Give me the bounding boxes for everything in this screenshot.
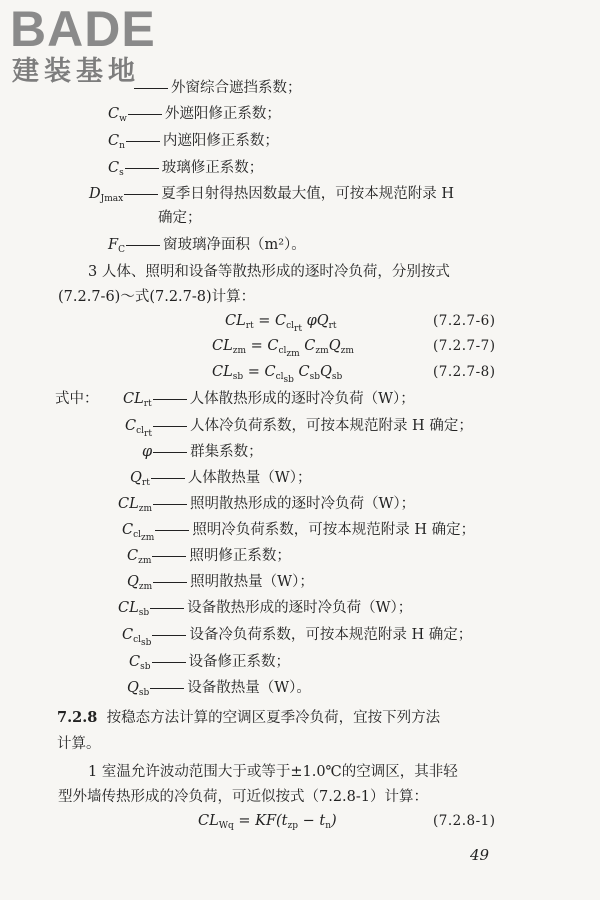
brand-logo-subtitle: 建装基地: [12, 56, 140, 87]
equation-number: (7.2.7-7): [433, 338, 496, 354]
equation-number: (7.2.7-8): [433, 364, 496, 380]
paragraph-3-line2: (7.2.7-6)～式(7.2.7-8)计算：: [58, 289, 256, 305]
brand-logo: BADE: [10, 1, 156, 57]
section-7-2-8-line2: 计算。: [57, 736, 101, 752]
definition-phi: φ 群集系数；: [142, 444, 263, 460]
definition-djmax-cont: 确定；: [158, 210, 202, 226]
where-label: 式中：: [55, 391, 99, 407]
definition-djmax: $D_{Jmax}$ 夏季日射得热因数最大值，可按本规范附录 H: [89, 186, 454, 204]
definition-cw: $C_w$ 外遮阳修正系数；: [108, 106, 281, 124]
definition-ccl-zm: $C_{cl_{zm}}$ 照明冷负荷系数，可按本规范附录 H 确定；: [122, 522, 476, 543]
definition-q-sb: $Q_{sb}$ 设备散热量（W）。: [127, 680, 311, 698]
equation-number: (7.2.7-6): [433, 313, 496, 329]
equation-number: (7.2.8-1): [433, 813, 496, 829]
definition-ccl-rt: $C_{cl_{rt}}$ 人体冷负荷系数，可按本规范附录 H 确定；: [125, 418, 473, 439]
definition-c-zm: $C_{zm}$ 照明修正系数；: [127, 548, 291, 566]
definition-cs: $C_s$ 玻璃修正系数；: [108, 160, 264, 178]
paragraph-1-line2: 型外墙传热形成的冷负荷，可近似按式（7.2.8-1）计算：: [58, 789, 429, 805]
definition-cl-sb: $CL_{sb}$ 设备散热形成的逐时冷负荷（W）；: [118, 600, 413, 618]
equation-7-2-7-8: $CL_{sb} = C_{cl_{sb}}$ $C_{sb}Q_{sb}$: [212, 364, 343, 385]
paragraph-1-line1: 1 室温允许波动范围大于或等于±1.0℃的空调区，其非轻: [88, 764, 458, 780]
definition-q-rt: $Q_{rt}$ 人体散热量（W）；: [130, 470, 312, 488]
definition-fc: $F_C$ 窗玻璃净面积（m²）。: [108, 237, 306, 255]
definition-cl-rt: $CL_{rt}$ 人体散热形成的逐时冷负荷（W）；: [123, 391, 415, 409]
equation-7-2-7-6: $CL_{rt} = C_{cl_{rt}}$ $\varphi Q_{rt}$: [225, 313, 337, 334]
equation-7-2-7-7: $CL_{zm} = C_{cl_{zm}}$ $C_{zm}Q_{zm}$: [212, 338, 354, 359]
definition-cn: $C_n$ 内遮阳修正系数；: [108, 133, 279, 151]
definition-cl-zm: $CL_{zm}$ 照明散热形成的逐时冷负荷（W）；: [118, 496, 416, 514]
section-7-2-8-line1: 7.2.8 按稳态方法计算的空调区夏季冷负荷，宜按下列方法: [57, 709, 441, 726]
definition-q-zm: $Q_{zm}$ 照明散热量（W）；: [127, 574, 314, 592]
definition-ccl-sb: $C_{cl_{sb}}$ 设备冷负荷系数，可按本规范附录 H 确定；: [122, 627, 473, 648]
page-number: 49: [470, 846, 490, 864]
equation-7-2-8-1: $CL_{Wq} = KF(t_{zp} - t_n)$: [198, 813, 337, 831]
paragraph-3-line1: 3 人体、照明和设备等散热形成的逐时冷负荷，分别按式: [88, 264, 450, 280]
definition-c-sb: $C_{sb}$ 设备修正系数；: [129, 654, 290, 672]
definition-c: 外窗综合遮挡系数；: [133, 78, 302, 98]
